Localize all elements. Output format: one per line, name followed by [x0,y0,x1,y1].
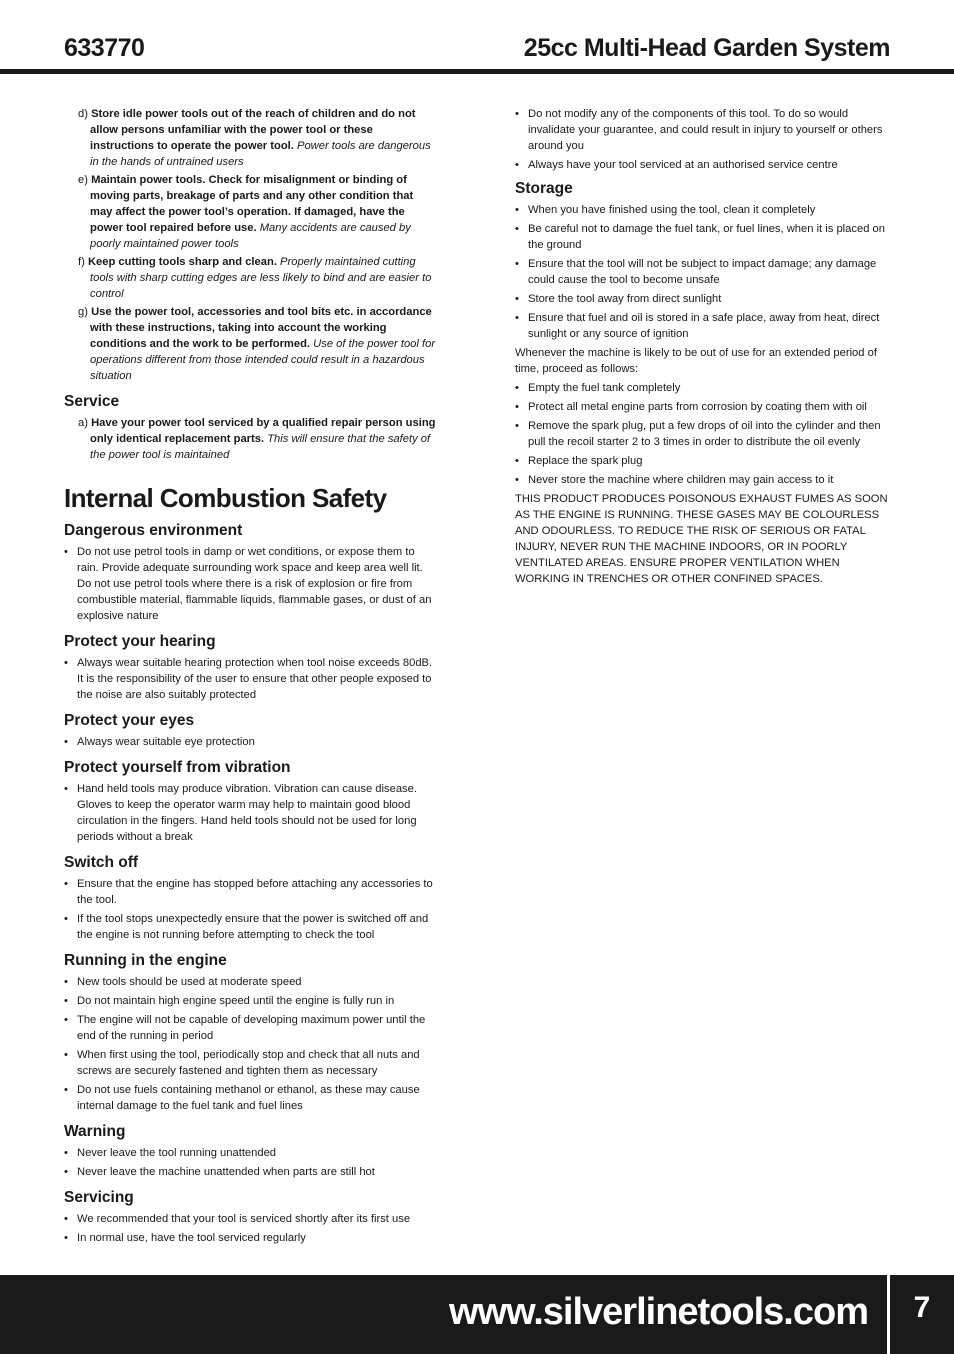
storage-bullets [515,202,889,342]
page-number: 7 [913,1291,931,1324]
list-item: • Empty the fuel tank completely [515,382,681,394]
service-heading: Service [64,393,120,410]
list-item: • Do not use fuels containing methanol or ethanol, as these may cause internal damage to the fuel tank and fuel lines [64,1084,420,1112]
list-item: • Ensure that the engine has stopped before attaching any accessories to the tool. [64,878,433,906]
section-protect-vibration [64,758,438,845]
list-item: • Remove the spark plug, put a few drops of oil into the cylinder and then pull the recoil starter 2 to 3 times in order to distribute the oil evenly [515,420,881,448]
internal-combustion-title: Internal Combustion Safety [64,483,387,513]
list-item: • Store the tool away from direct sunlight [515,293,722,305]
list-item: • Always have your tool serviced at an authorised service centre [515,159,838,171]
section-switch-off [64,853,438,943]
list-item: • Never leave the tool running unattended [64,1147,277,1159]
section-warning [64,1122,438,1180]
header-product-code: 633770 [64,34,145,62]
section-heading: Running in the engine [64,952,227,969]
section-running-in [64,951,438,1114]
list-item: • In normal use, have the tool serviced regularly [64,1232,306,1244]
general-items [64,106,438,384]
storage-heading: Storage [515,180,573,197]
list-item: • We recommended that your tool is serviced shortly after its first use [64,1213,411,1225]
left-column [64,106,438,1249]
general-item-d: d) Store idle power tools out of the reach of children and do not allow persons unfamiliar with the power tool or these instructions to operate the power tool. Power tools are dangerous in the hands of untrained users [78,108,431,168]
list-item: • New tools should be used at moderate speed [64,976,302,988]
header-rule [0,69,954,74]
exhaust-warning-paragraph: THIS PRODUCT PRODUCES POISONOUS EXHAUST FUMES AS SOON AS THE ENGINE IS RUNNING. THESE GASES MAY BE COLOURLESS AND ODOURLESS. TO REDUCE THE RISK OF SERIOUS OR FATAL INJURY, NEVER RUN THE MACHINE INDOORS, OR IN POORLY VENTILATED AREAS. ENSURE PROPER VENTILATION WHEN WORKING IN TRENCHES OR OTHER CONFINED SPACES. [515,493,888,585]
list-item: • Always wear suitable eye protection [64,736,255,748]
list-item: • When first using the tool, periodically stop and check that all nuts and screws are securely fastened and tighten them as necessary [64,1049,420,1077]
section-servicing [64,1188,438,1246]
list-item: • Always wear suitable hearing protection when tool noise exceeds 80dB. It is the responsibility of the user to ensure that other people exposed to the noise are also suitably protected [64,657,433,701]
list-item: • Ensure that the tool will not be subject to impact damage; any damage could cause the tool to become unsafe [515,258,877,286]
list-item: • Never store the machine where children may gain access to it [515,474,834,486]
top-bullets [515,106,889,173]
list-item: • Do not modify any of the components of this tool. To do so would invalidate your guarantee, and could result in injury to yourself or others around you [515,108,883,152]
list-item: • Hand held tools may produce vibration. Vibration can cause disease. Gloves to keep the operator warm may help to maintain good blood circulation in the fingers. Hand held tools should not be used for long periods without a break [64,783,417,843]
list-item: • Ensure that fuel and oil is stored in a safe place, away from heat, direct sunlight or any source of ignition [515,312,880,340]
general-item-f: f) Keep cutting tools sharp and clean. Properly maintained cutting tools with sharp cutting edges are less likely to bind and are easier to control [78,256,432,300]
extended-bullets [515,380,889,488]
list-item: • The engine will not be capable of developing maximum power until the end of the running in period [64,1014,426,1042]
list-item: • Be careful not to damage the fuel tank, or fuel lines, when it is placed on the ground [515,223,885,251]
section-heading: Servicing [64,1189,134,1206]
general-item-g: g) Use the power tool, accessories and tool bits etc. in accordance with these instructions, taking into account the working conditions and the work to be performed. Use of the power tool for operations different from those intended could result in a hazardous situation [78,306,436,382]
list-item: • Do not maintain high engine speed until the engine is fully run in [64,995,395,1007]
header-product-name: 25cc Multi-Head Garden System [523,34,890,62]
section-heading: Protect yourself from vibration [64,759,291,776]
section-heading: Switch off [64,854,139,871]
list-item: • Never leave the machine unattended when parts are still hot [64,1166,375,1178]
section-heading: Dangerous environment [64,522,243,539]
section-dangerous-environment [64,521,438,624]
list-item: • Replace the spark plug [515,455,643,467]
service-item-a: a) Have your power tool serviced by a qualified repair person using only identical replacement parts. This will ensure that the safety of the power tool is maintained [78,417,436,461]
section-heading: Warning [64,1123,126,1140]
general-item-e: e) Maintain power tools. Check for misalignment or binding of moving parts, breakage of parts and any other condition that may affect the power tool’s operation. If damaged, have the power tool repaired before use. Many accidents are caused by poorly maintained power tools [78,174,414,250]
right-column [515,106,889,590]
list-item: • If the tool stops unexpectedly ensure that the power is switched off and the engine is not running before attempting to check the tool [64,913,429,941]
list-item: • When you have finished using the tool, clean it completely [515,204,816,216]
footer-url[interactable]: www.silverlinetools.com [448,1291,868,1333]
section-heading: Protect your eyes [64,712,195,729]
section-protect-hearing [64,632,438,703]
section-heading: Protect your hearing [64,633,216,650]
list-item: • Do not use petrol tools in damp or wet conditions, or expose them to rain. Provide adequate surrounding work space and keep area well lit. Do not use petrol tools where there is a risk of explosion or fire from combustible material, flammable liquids, flammable gases, or dust of an explosive nature [64,546,432,622]
extended-period-paragraph: Whenever the machine is likely to be out of use for an extended period of time, proceed as follows: [515,347,877,375]
list-item: • Protect all metal engine parts from corrosion by coating them with oil [515,401,867,413]
section-protect-eyes [64,711,438,750]
